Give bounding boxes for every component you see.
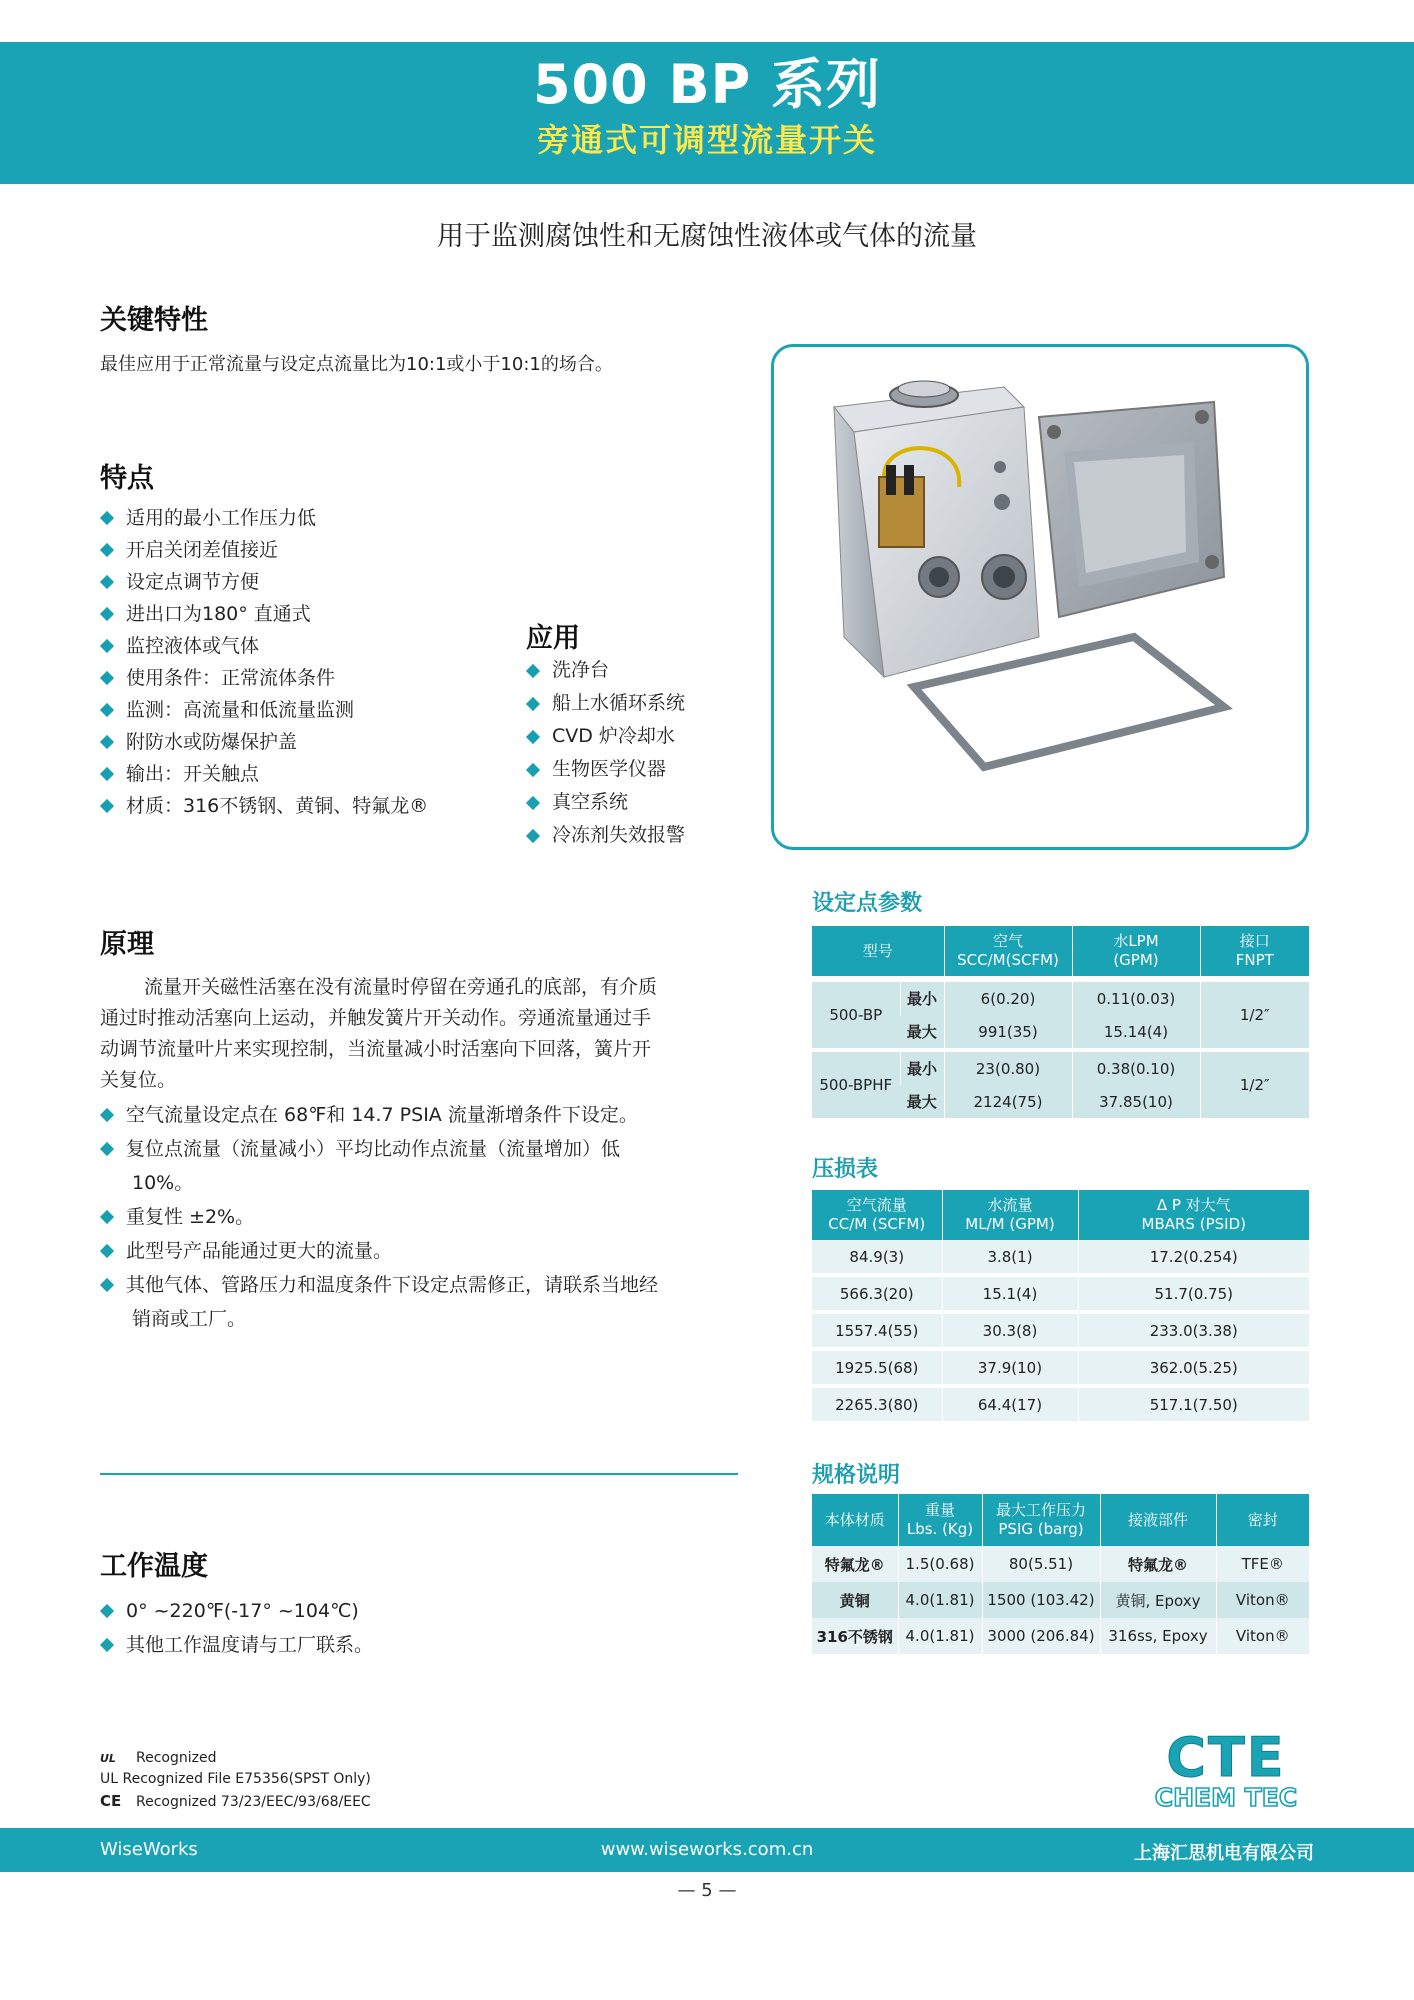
table-row bbox=[812, 1351, 1309, 1384]
table-cell: 4.0(1.81) bbox=[898, 1618, 982, 1654]
list-item: 冷冻剂失效报警 bbox=[526, 819, 685, 852]
list-item: 船上水循环系统 bbox=[526, 687, 685, 720]
model-cell: 500-BPHF bbox=[819, 1076, 893, 1094]
list-item: 真空系统 bbox=[526, 786, 685, 819]
list-item: 适用的最小工作压力低 bbox=[100, 502, 428, 534]
spec-table-title: 规格说明 bbox=[812, 1463, 901, 1488]
port-cell: 1/2″ bbox=[1200, 1052, 1309, 1118]
column-header: 接口 FNPT bbox=[1200, 926, 1309, 976]
table-cell: 991(35) bbox=[944, 1015, 1072, 1048]
list-item: 洗净台 bbox=[526, 654, 685, 687]
list-item-continuation: 10%。 bbox=[132, 1172, 194, 1194]
table-cell: 84.9(3) bbox=[849, 1247, 905, 1266]
pressure-table bbox=[812, 1190, 1309, 1421]
table-cell: 黄铜, Epoxy bbox=[1100, 1582, 1216, 1618]
cte-chemtec-logo bbox=[1140, 1726, 1312, 1812]
list-item: 附防水或防爆保护盖 bbox=[100, 726, 428, 758]
model-cell: 500-BP bbox=[829, 1006, 883, 1024]
logo-cte-text: CTE bbox=[1166, 1726, 1286, 1789]
setpoint-table-title: 设定点参数 bbox=[812, 891, 923, 916]
list-item: 输出：开关触点 bbox=[100, 758, 428, 790]
table-row bbox=[812, 1582, 1309, 1618]
key-features-text: 最佳应用于正常流量与设定点流量比为10:1或小于10:1的场合。 bbox=[100, 354, 613, 375]
list-item: 开启关闭差值接近 bbox=[100, 534, 428, 566]
table-cell: 0.11(0.03) bbox=[1072, 982, 1200, 1015]
table-row bbox=[812, 1052, 1309, 1085]
column-header: 本体材质 bbox=[812, 1494, 898, 1546]
list-item: 生物医学仪器 bbox=[526, 753, 685, 786]
table-cell: TFE® bbox=[1216, 1546, 1309, 1582]
table-cell: 30.3(8) bbox=[942, 1314, 1078, 1347]
column-header: 最大工作压力 PSIG (barg) bbox=[982, 1494, 1100, 1546]
principle-list bbox=[100, 1098, 658, 1336]
ul-recognized-text: Recognized bbox=[136, 1750, 217, 1766]
list-item: 此型号产品能通过更大的流量。 bbox=[100, 1234, 658, 1268]
product-photo-frame bbox=[771, 344, 1309, 850]
spec-table bbox=[812, 1494, 1309, 1654]
table-cell: Viton® bbox=[1216, 1618, 1309, 1654]
column-header: 接液部件 bbox=[1100, 1494, 1216, 1546]
principle-paragraph-line: 流量开关磁性活塞在没有流量时停留在旁通孔的底部，有介质 bbox=[144, 976, 658, 998]
column-header: 水流量 ML/M (GPM) bbox=[942, 1190, 1078, 1240]
list-item: 监测：高流量和低流量监测 bbox=[100, 694, 428, 726]
ce-certification bbox=[100, 1792, 371, 1810]
list-item: 重复性 ±2%。 bbox=[100, 1200, 658, 1234]
list-item-continuation: 销商或工厂。 bbox=[132, 1308, 247, 1330]
ce-recognized-text: Recognized 73/23/EEC/93/68/EEC bbox=[136, 1794, 371, 1810]
table-cell: 233.0(3.38) bbox=[1078, 1314, 1309, 1347]
header-band bbox=[0, 42, 1414, 184]
list-item: 设定点调节方便 bbox=[100, 566, 428, 598]
principle-heading: 原理 bbox=[100, 929, 154, 960]
temperature-list bbox=[100, 1594, 373, 1662]
table-cell: 3.8(1) bbox=[942, 1240, 1078, 1273]
logo-chemtec-text: CHEM TEC bbox=[1154, 1783, 1298, 1812]
column-header: Δ P 对大气 MBARS (PSID) bbox=[1078, 1190, 1309, 1240]
table-row bbox=[812, 1546, 1309, 1582]
column-header: 型号 bbox=[812, 926, 944, 976]
ul-certification bbox=[100, 1750, 216, 1766]
footer-website-link[interactable]: www.wiseworks.com.cn bbox=[600, 1839, 814, 1860]
list-item: 进出口为180° 直通式 bbox=[100, 598, 428, 630]
table-cell: 2265.3(80) bbox=[835, 1395, 919, 1414]
setpoint-table bbox=[812, 926, 1309, 1118]
temperature-heading: 工作温度 bbox=[100, 1551, 208, 1582]
table-row bbox=[812, 1618, 1309, 1654]
table-cell: 362.0(5.25) bbox=[1078, 1351, 1309, 1384]
table-cell: 64.4(17) bbox=[942, 1388, 1078, 1421]
applications-heading: 应用 bbox=[526, 623, 580, 654]
table-cell: 37.85(10) bbox=[1072, 1085, 1200, 1118]
page-title: 500 BP 系列 bbox=[532, 53, 882, 116]
table-cell: 黄铜 bbox=[839, 1591, 870, 1610]
pressure-table-title: 压损表 bbox=[812, 1157, 879, 1182]
features-list bbox=[100, 502, 428, 822]
list-item: 使用条件：正常流体条件 bbox=[100, 662, 428, 694]
table-cell: 1925.5(68) bbox=[835, 1358, 919, 1377]
applications-list bbox=[526, 654, 685, 852]
footer-company: 上海汇思机电有限公司 bbox=[1134, 1843, 1314, 1864]
min-label: 最小 bbox=[900, 982, 944, 1015]
min-label: 最小 bbox=[900, 1052, 944, 1085]
table-cell: 566.3(20) bbox=[839, 1284, 914, 1303]
table-row bbox=[812, 1314, 1309, 1347]
product-photo bbox=[774, 347, 1306, 847]
key-features-heading: 关键特性 bbox=[100, 305, 208, 336]
principle-paragraph-line: 关复位。 bbox=[100, 1069, 177, 1091]
list-item: 复位点流量（流量减小）平均比动作点流量（流量增加）低 bbox=[100, 1132, 658, 1166]
table-cell: 51.7(0.75) bbox=[1078, 1277, 1309, 1310]
table-cell: 1.5(0.68) bbox=[898, 1546, 982, 1582]
table-cell: 517.1(7.50) bbox=[1078, 1388, 1309, 1421]
table-cell: 23(0.80) bbox=[944, 1052, 1072, 1085]
table-cell: 316ss, Epoxy bbox=[1100, 1618, 1216, 1654]
table-cell: 特氟龙® bbox=[824, 1555, 885, 1574]
ul-mark-icon: UL bbox=[100, 1752, 116, 1765]
table-row bbox=[812, 1277, 1309, 1310]
list-item: 监控液体或气体 bbox=[100, 630, 428, 662]
table-row bbox=[812, 982, 1309, 1015]
list-item: 其他工作温度请与工厂联系。 bbox=[100, 1628, 373, 1662]
table-cell: 1500 (103.42) bbox=[982, 1582, 1100, 1618]
max-label: 最大 bbox=[906, 1093, 937, 1111]
table-cell: 1557.4(55) bbox=[835, 1321, 919, 1340]
list-item: CVD 炉冷却水 bbox=[526, 720, 685, 753]
section-divider bbox=[100, 1473, 738, 1475]
max-label: 最大 bbox=[906, 1023, 937, 1041]
column-header: 空气流量 CC/M (SCFM) bbox=[812, 1190, 942, 1240]
table-cell: 37.9(10) bbox=[942, 1351, 1078, 1384]
tagline: 用于监测腐蚀性和无腐蚀性液体或气体的流量 bbox=[437, 221, 977, 252]
principle-paragraph-line: 通过时推动活塞向上运动，并触发簧片开关动作。旁通流量通过手 bbox=[100, 1007, 652, 1029]
table-cell: 15.14(4) bbox=[1072, 1015, 1200, 1048]
column-header: 重量 Lbs. (Kg) bbox=[898, 1494, 982, 1546]
table-row bbox=[812, 1388, 1309, 1421]
table-cell: 特氟龙® bbox=[1100, 1546, 1216, 1582]
features-heading: 特点 bbox=[100, 463, 154, 494]
ce-mark-icon: CE bbox=[100, 1792, 122, 1810]
table-cell: 15.1(4) bbox=[942, 1277, 1078, 1310]
table-cell: 316不锈钢 bbox=[816, 1627, 893, 1646]
list-item: 其他气体、管路压力和温度条件下设定点需修正，请联系当地经 bbox=[100, 1268, 658, 1302]
table-cell: 80(5.51) bbox=[982, 1546, 1100, 1582]
footer-brand: WiseWorks bbox=[100, 1839, 198, 1860]
list-item: 0° ~220℉(-17° ~104℃) bbox=[100, 1594, 373, 1628]
column-header: 水LPM (GPM) bbox=[1072, 926, 1200, 976]
list-item: 材质：316不锈钢、黄铜、特氟龙® bbox=[100, 790, 428, 822]
column-header: 空气 SCC/M(SCFM) bbox=[944, 926, 1072, 976]
page-subtitle: 旁通式可调型流量开关 bbox=[536, 121, 877, 159]
table-cell: 3000 (206.84) bbox=[982, 1618, 1100, 1654]
port-cell: 1/2″ bbox=[1200, 982, 1309, 1048]
ul-file-text: UL Recognized File E75356(SPST Only) bbox=[100, 1771, 371, 1787]
page-number: — 5 — bbox=[677, 1880, 737, 1901]
footer-band bbox=[0, 1828, 1414, 1872]
table-cell: 17.2(0.254) bbox=[1078, 1240, 1309, 1273]
table-cell: Viton® bbox=[1216, 1582, 1309, 1618]
column-header: 密封 bbox=[1216, 1494, 1309, 1546]
table-cell: 6(0.20) bbox=[944, 982, 1072, 1015]
table-cell: 0.38(0.10) bbox=[1072, 1052, 1200, 1085]
table-row bbox=[812, 1240, 1309, 1273]
table-cell: 4.0(1.81) bbox=[898, 1582, 982, 1618]
list-item: 空气流量设定点在 68℉和 14.7 PSIA 流量渐增条件下设定。 bbox=[100, 1098, 658, 1132]
table-cell: 2124(75) bbox=[944, 1085, 1072, 1118]
principle-paragraph-line: 动调节流量叶片来实现控制，当流量减小时活塞向下回落，簧片开 bbox=[100, 1038, 652, 1060]
